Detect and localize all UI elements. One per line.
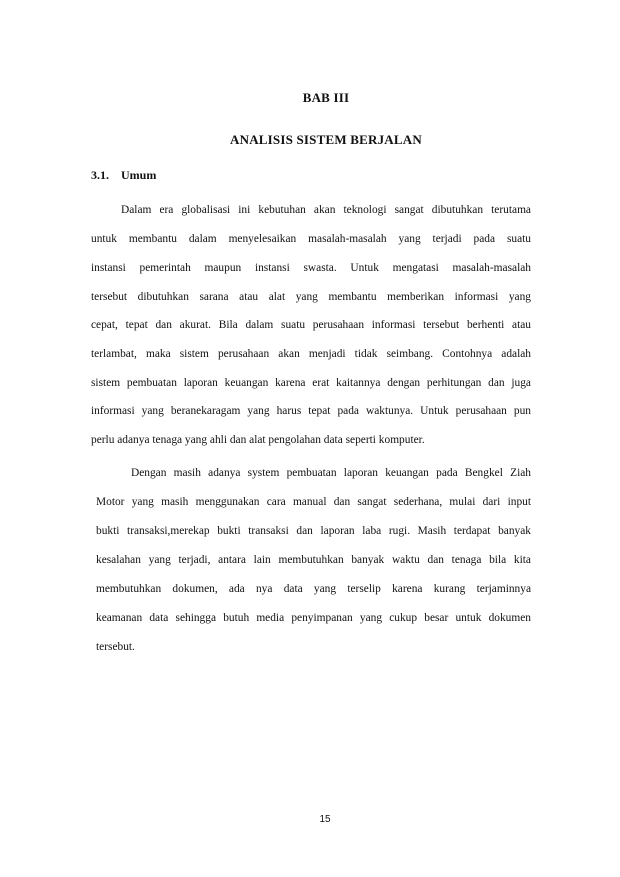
paragraph-line: cepat, tepat dan akurat. Bila dalam suatu perusahaan informasi tersebut berhenti atau [91, 319, 531, 331]
paragraph-line: tersebut dibutuhkan sarana atau alat yang membantu memberikan informasi yang [91, 291, 531, 303]
chapter-title: ANALISIS SISTEM BERJALAN [230, 132, 422, 147]
paragraph-line: sistem pembuatan laporan keuangan karena erat kaitannya dengan perhitungan dan juga [91, 377, 531, 389]
paragraph-line: perlu adanya tenaga yang ahli dan alat pengolahan data seperti komputer. [91, 434, 425, 446]
section-number: 3.1. [91, 168, 109, 182]
paragraph-line: bukti transaksi,merekap bukti transaksi dan laporan laba rugi. Masih terdapat banyak [96, 525, 531, 537]
paragraph-line: membutuhkan dokumen, ada nya data yang terselip karena kurang terjaminnya [96, 583, 531, 595]
paragraph-line: kesalahan yang terjadi, antara lain membutuhkan banyak waktu dan tenaga bila kita [96, 554, 531, 566]
paragraph-line: instansi pemerintah maupun instansi swasta. Untuk mengatasi masalah-masalah [91, 262, 531, 274]
paragraph-line: terlambat, maka sistem perusahaan akan menjadi tidak seimbang. Contohnya adalah [91, 348, 531, 360]
paragraph-line: untuk membantu dalam menyelesaikan masalah-masalah yang terjadi pada suatu [91, 233, 531, 245]
section-heading [91, 168, 156, 183]
paragraph-line: Motor yang masih menggunakan cara manual dan sangat sederhana, mulai dari input [96, 496, 531, 508]
paragraph-line: informasi yang beranekaragam yang harus tepat pada waktunya. Untuk perusahaan pun [91, 405, 531, 417]
paragraph-line: tersebut. [96, 641, 135, 653]
paragraph-line: keamanan data sehingga butuh media penyimpanan yang cukup besar untuk dokumen [96, 612, 531, 624]
chapter-number: BAB III [302, 90, 350, 105]
section-title: Umum [121, 168, 157, 182]
paragraph-line: Dalam era globalisasi ini kebutuhan akan teknologi sangat dibutuhkan terutama [121, 204, 531, 216]
paragraph-line: Dengan masih adanya system pembuatan laporan keuangan pada Bengkel Ziah [131, 467, 531, 479]
page-number: 15 [319, 814, 331, 825]
